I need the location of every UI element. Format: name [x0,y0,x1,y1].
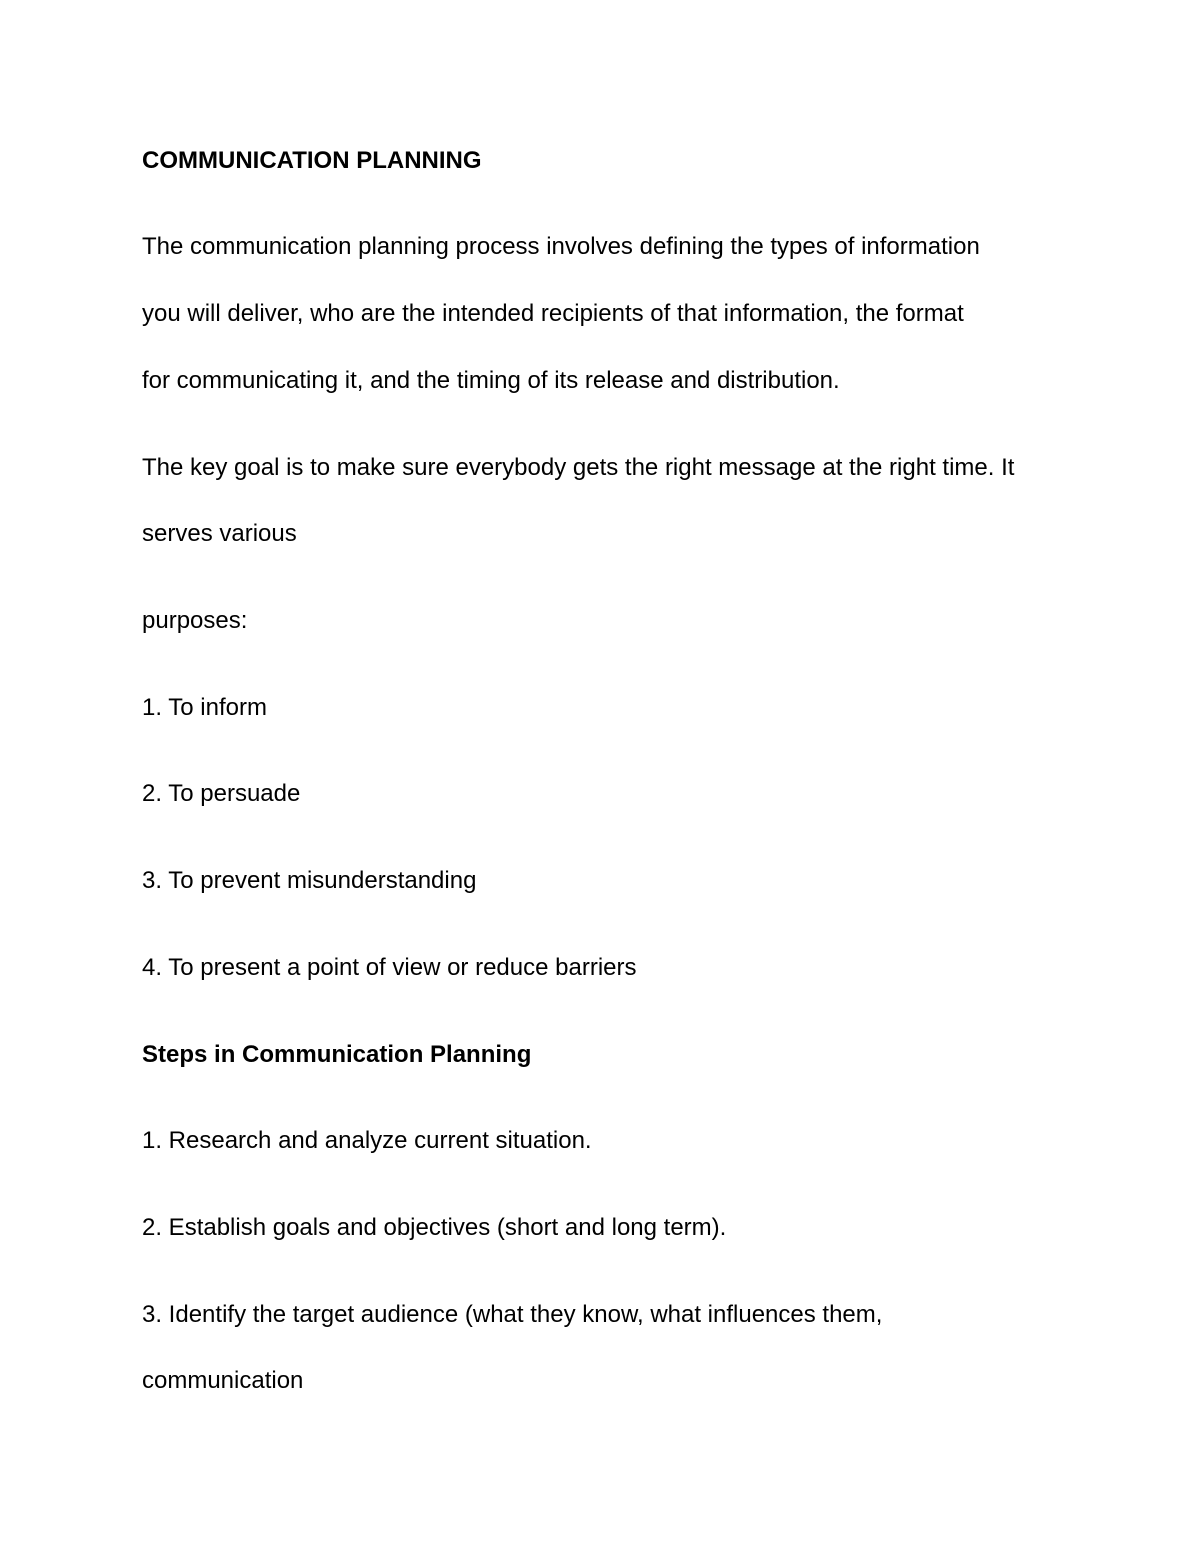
goal-line-2: serves various [142,520,297,547]
step-item-2: 2. Establish goals and objectives (short and long term). [142,1214,727,1241]
intro-line-1: The communication planning process involves defining the types of information [142,233,980,260]
document-title: COMMUNICATION PLANNING [142,147,482,174]
purpose-item-3: 3. To prevent misunderstanding [142,867,477,894]
steps-heading: Steps in Communication Planning [142,1041,532,1068]
purpose-item-4: 4. To present a point of view or reduce barriers [142,954,637,981]
step-item-3: 3. Identify the target audience (what they know, what influences them, [142,1301,883,1328]
step-item-1: 1. Research and analyze current situation. [142,1127,592,1154]
purposes-label: purposes: [142,607,248,634]
intro-line-2: you will deliver, who are the intended recipients of that information, the format [142,300,964,327]
purpose-item-2: 2. To persuade [142,780,301,807]
step-item-3-continued: communication [142,1367,304,1394]
goal-line-1: The key goal is to make sure everybody gets the right message at the right time. It [142,454,1015,481]
purpose-item-1: 1. To inform [142,694,267,721]
intro-line-3: for communicating it, and the timing of its release and distribution. [142,367,840,394]
